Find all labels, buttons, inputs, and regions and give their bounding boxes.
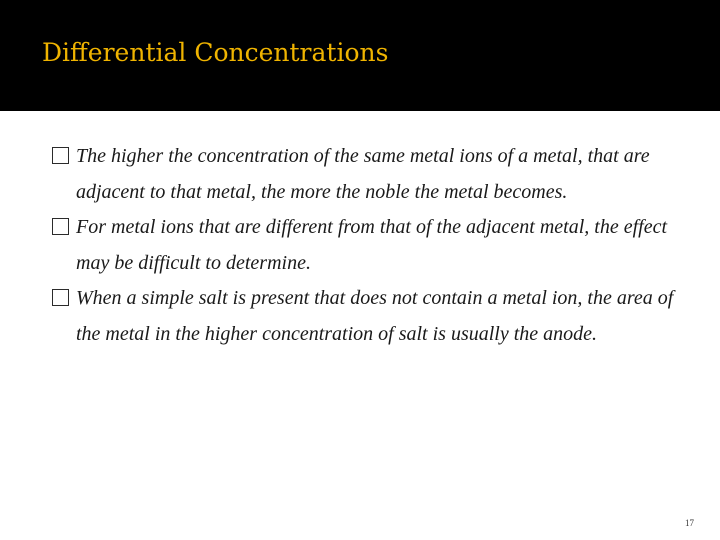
bullet-item bbox=[52, 139, 692, 210]
square-bullet-icon bbox=[52, 147, 69, 164]
bullet-text: For metal ions that are different from that of the adjacent metal, the effect may be difficult to determine. bbox=[76, 216, 668, 274]
bullet-list bbox=[52, 139, 692, 352]
page-number: 17 bbox=[685, 518, 694, 528]
title-band bbox=[0, 0, 720, 111]
bullet-text: When a simple salt is present that does not contain a metal ion, the area of the metal in the higher concentration of salt is usually the anode. bbox=[76, 287, 674, 345]
square-bullet-icon bbox=[52, 289, 69, 306]
bullet-item bbox=[52, 281, 692, 352]
square-bullet-icon bbox=[52, 218, 69, 235]
bullet-item bbox=[52, 210, 692, 281]
slide-title: Differential Concentrations bbox=[42, 38, 389, 67]
bullet-text: The higher the concentration of the same metal ions of a metal, that are adjacent to that metal, the more the noble the metal becomes. bbox=[76, 145, 650, 203]
